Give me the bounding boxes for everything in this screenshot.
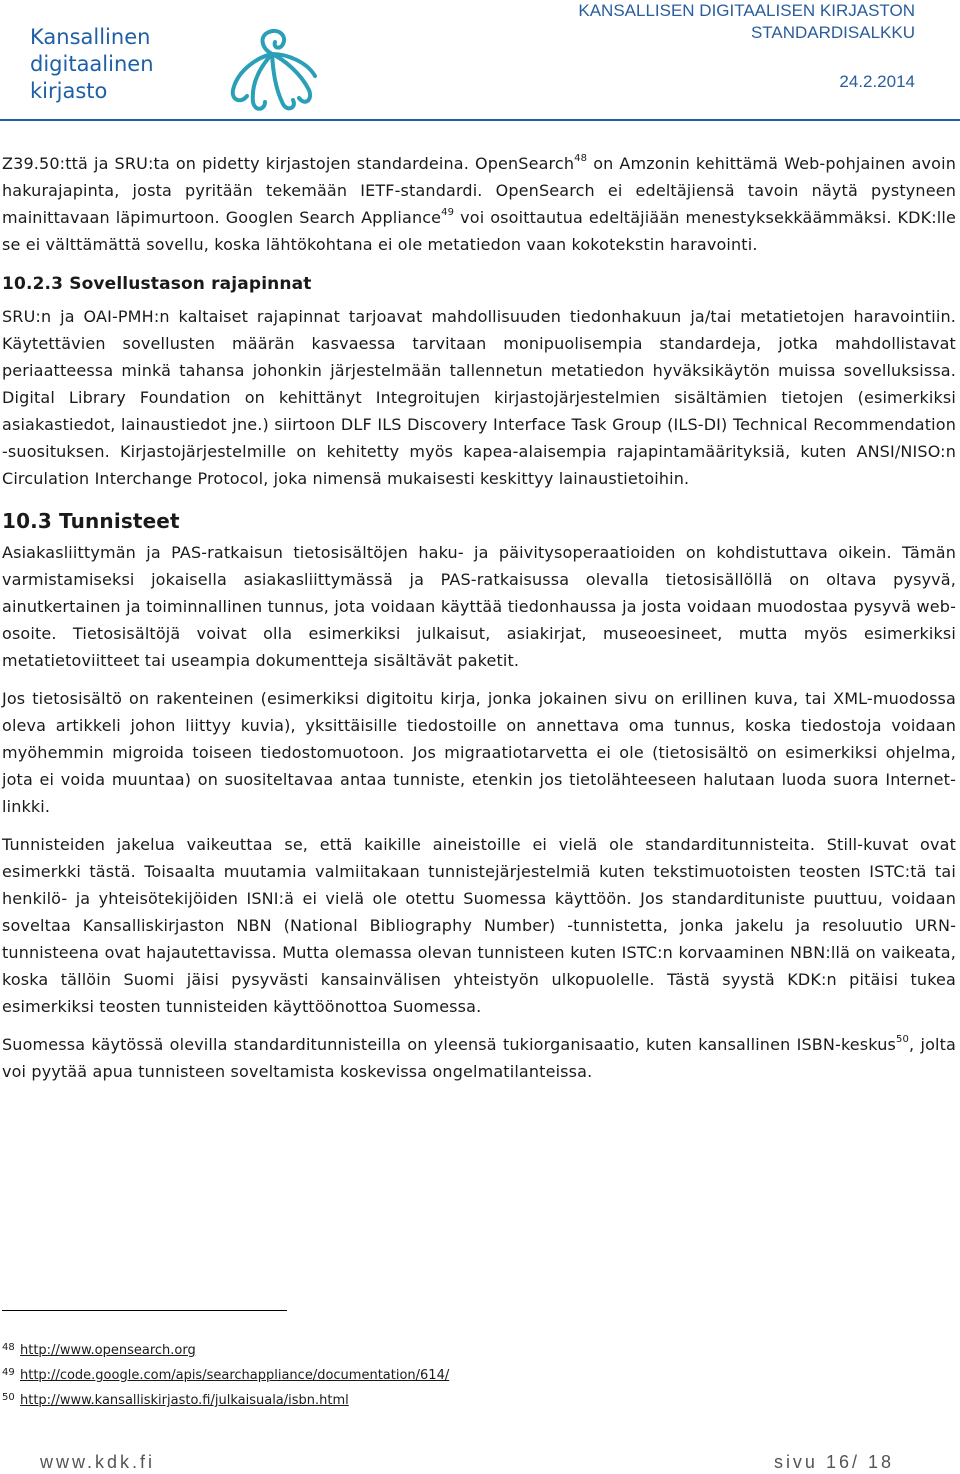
p6-text-1: Suomessa käytössä olevilla standarditunnisteilla on yleensä tukiorganisaatio, kuten kansallinen ISBN-keskus xyxy=(2,1035,896,1054)
heading-10-3: 10.3 Tunnisteet xyxy=(2,509,180,533)
footnote-number: 48 xyxy=(2,1342,15,1353)
footnote-link[interactable]: http://www.kansalliskirjasto.fi/julkaisuala/isbn.html xyxy=(20,1393,349,1408)
footnote-item xyxy=(2,1337,449,1362)
paragraph-tunnisteet-2: Jos tietosisältö on rakenteinen (esimerkiksi digitoitu kirja, jonka jokainen sivu on erillinen kuva, tai XML-muodossa oleva artikkeli johon liittyy kuvia), yksittäisille tiedostoille on annettava oma tunnus, koska tiedostoja voidaan myöhemmin migroida toiseen tiedostomuotoon. Jos migraatiotarvetta ei ole (tietosisältö on esimerkiksi ohjelma, jota ei voida muuntaa) on suositeltavaa antaa tunniste, etenkin jos tietolähteeseen halutaan luoda suora Internet-linkki. xyxy=(2,689,956,816)
kdk-logo xyxy=(30,24,330,114)
p1-text-3: voi osoittautua edeltäjiään menestyksekkäämmäksi. KDK:lle se ei välttämättä sovellu, koska lähtökohtana ei ole metatiedon vaan kokotekstin haravointi. xyxy=(2,208,956,254)
footer-website: www.kdk.fi xyxy=(40,1452,156,1472)
footnote-ref-48: 48 xyxy=(574,153,588,164)
p1-text-2: on Amzonin kehittämä Web-pohjainen avoin hakurajapinta, josta pyritään tekemään IETF-standardi. OpenSearch ei edeltäjiensä tavoin näytä pystyneen mainittavaan läpimurtoon. Googlen Search Appliance xyxy=(2,154,956,227)
document-title-line-2: STANDARDISALKKU xyxy=(750,23,915,42)
p6-text-2: , jolta voi pyytää apua tunnisteen soveltamista koskevissa ongelmatilanteissa. xyxy=(2,1035,956,1081)
footer-page-number: sivu 16/ 18 xyxy=(773,1452,894,1472)
document-title xyxy=(578,0,915,44)
logo-line-2: digitaalinen xyxy=(30,52,154,76)
paragraph-tunnisteet-4 xyxy=(2,1031,956,1085)
footnote-ref-49: 49 xyxy=(441,207,455,218)
document-title-line-1: KANSALLISEN DIGITAALISEN KIRJASTON xyxy=(578,1,915,20)
footnote-item xyxy=(2,1387,449,1412)
logo-swirl-icon xyxy=(225,24,320,114)
header-divider xyxy=(0,119,960,121)
p1-text-1: Z39.50:ttä ja SRU:ta on pidetty kirjastojen standardeina. OpenSearch xyxy=(2,154,575,173)
heading-10-2-3: 10.2.3 Sovellustason rajapinnat xyxy=(2,274,312,294)
page-content xyxy=(2,150,956,1096)
footnote-item xyxy=(2,1362,449,1387)
footnote-number: 49 xyxy=(2,1367,15,1378)
page-header xyxy=(0,0,960,120)
logo-line-3: kirjasto xyxy=(30,79,108,103)
logo-wordmark xyxy=(30,24,154,105)
document-date: 24.2.2014 xyxy=(839,72,915,91)
footnote-divider xyxy=(2,1310,287,1311)
paragraph-rajapinnat: SRU:n ja OAI-PMH:n kaltaiset rajapinnat tarjoavat mahdollisuuden tiedonhakuun ja/tai metatietojen haravointiin. Käytettävien sovellusten määrän kasvaessa tarvitaan monipuolisempia standardeja, jotka mahdollistavat periaatteessa minkä tahansa johonkin järjestelmään tallennetun metatiedon hyväksikäytön muissa sovelluksissa. Digital Library Foundation on kehittänyt Integroitujen kirjastojärjestelmien sisältämien tietojen (esimerkiksi asiakastiedot, lainaustiedot jne.) siirtoon DLF ILS Discovery Interface Task Group (ILS-DI) Technical Recommendation -suosituksen. Kirjastojärjestelmille on kehitetty myös kapea-alaisempia rajapintamäärityksiä, kuten ANSI/NISO:n Circulation Interchange Protocol, joka nimensä mukaisesti keskittyy lainaustietoihin. xyxy=(2,307,956,488)
paragraph-tunnisteet-1: Asiakasliittymän ja PAS-ratkaisun tietosisältöjen haku- ja päivitysoperaatioiden on kohdistuttava oikein. Tämän varmistamiseksi jokaisella asiakasliittymässä ja PAS-ratkaisussa olevalla tietosisällöllä on oltava pysyvä, ainutkertainen ja toiminnallinen tunnus, jota voidaan käyttää tiedonhaussa ja josta voidaan muodostaa pysyvä web-osoite. Tietosisältöjä voivat olla esimerkiksi julkaisut, asiakirjat, museoesineet, mutta myös esimerkiksi metatietoviitteet tai useampia dokumentteja sisältävät paketit. xyxy=(2,543,956,670)
paragraph-tunnisteet-3: Tunnisteiden jakelua vaikeuttaa se, että kaikille aineistoille ei vielä ole standarditunnisteita. Still-kuvat ovat esimerkki tästä. Toisaalta muutamia valmiitakaan tunnistejärjestelmiä kuten tekstimuotoisten teosten ISTC:tä tai henkilö- ja yhteisötekijöiden ISNI:ä ei vielä ole otettu Suomessa käyttöön. Jos standardituniste puuttuu, voidaan soveltaa Kansalliskirjaston NBN (National Bibliography Number) -tunnistetta, jonka jakelu ja resoluutio URN-tunnisteena ovat hajautettavissa. Mutta olemassa olevan tunnisteen kuten ISTC:n korvaaminen NBN:llä on vaikeata, koska tällöin Suomi jäisi pysyvästi kansainvälisen yhteistyön ulkopuolelle. Tästä syystä KDK:n pitäisi tukea esimerkiksi teosten tunnisteiden käyttöönottoa Suomessa. xyxy=(2,835,956,1016)
footnote-link[interactable]: http://www.opensearch.org xyxy=(20,1343,196,1358)
paragraph-opensearch xyxy=(2,150,956,258)
footnote-number: 50 xyxy=(2,1392,15,1403)
footnotes xyxy=(2,1337,449,1412)
footnote-ref-50: 50 xyxy=(895,1034,910,1045)
footnote-link[interactable]: http://code.google.com/apis/searchappliance/documentation/614/ xyxy=(20,1368,450,1383)
logo-line-1: Kansallinen xyxy=(30,25,151,49)
